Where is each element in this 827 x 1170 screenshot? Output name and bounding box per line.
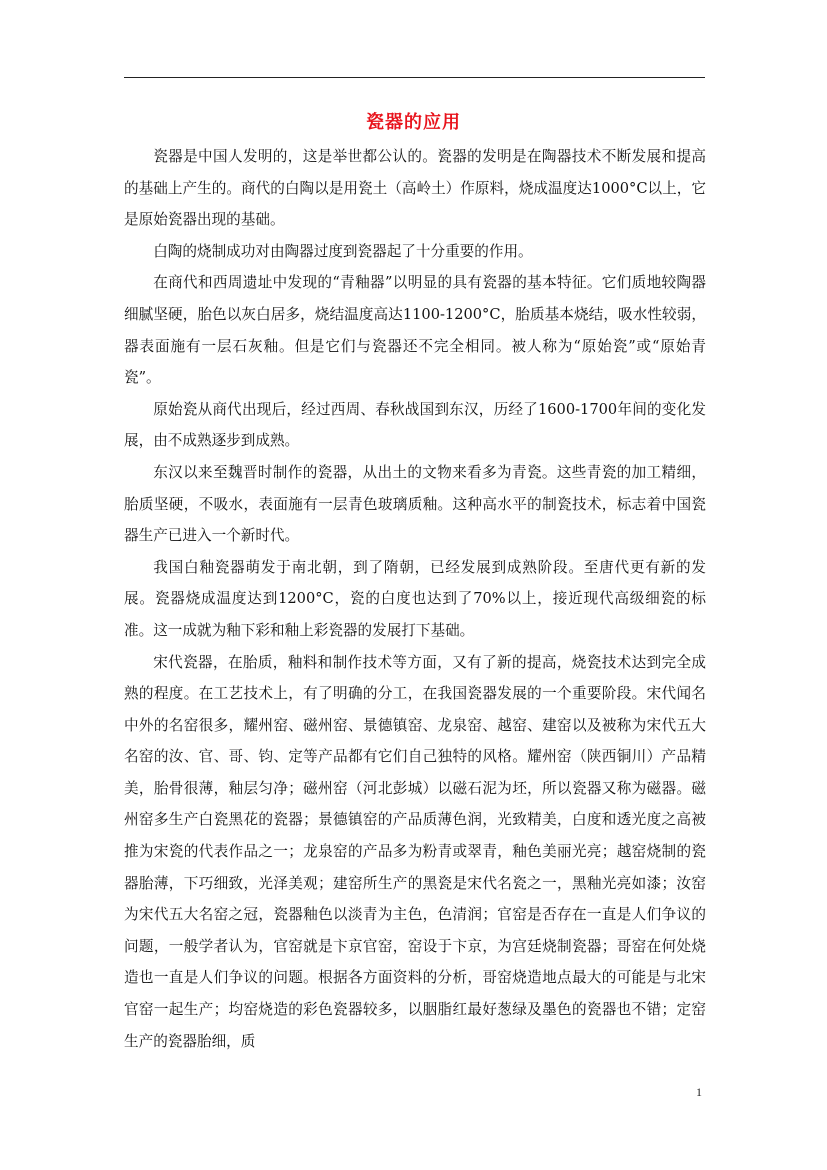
header-rule <box>124 77 705 78</box>
paragraph: 在商代和西周遗址中发现的“青釉器”以明显的具有瓷器的基本特征。它们质地较陶器细腻坚硬，胎色以灰白居多，烧结温度高达1100-1200°C，胎质基本烧结，吸水性较弱，器表面施有一层石灰釉。但是它们与瓷器还不完全相同。被人称为“原始瓷”或“原始青瓷”。 <box>124 274 706 387</box>
paragraph: 白陶的烧制成功对由陶器过度到瓷器起了十分重要的作用。 <box>153 242 533 260</box>
paragraph: 原始瓷从商代出现后，经过西周、春秋战国到东汉，历经了1600-1700年间的变化发展，由不成熟逐步到成熟。 <box>124 400 706 450</box>
document-title: 瓷器的应用 <box>366 112 461 133</box>
document-body <box>124 141 706 1057</box>
page-number: 1 <box>696 1085 702 1099</box>
paragraph: 东汉以来至魏晋时制作的瓷器，从出土的文物来看多为青瓷。这些青瓷的加工精细，胎质坚硬，不吸水，表面施有一层青色玻璃质釉。这种高水平的制瓷技术，标志着中国瓷器生产已进入一个新时代。 <box>124 463 706 545</box>
paragraph: 我国白釉瓷器萌发于南北朝，到了隋朝，已经发展到成熟阶段。至唐代更有新的发展。瓷器烧成温度达到1200°C，瓷的白度也达到了70%以上，接近现代高级细瓷的标准。这一成就为釉下彩和釉上彩瓷器的发展打下基础。 <box>124 558 706 639</box>
paragraph: 瓷器是中国人发明的，这是举世都公认的。瓷器的发明是在陶器技术不断发展和提高的基础上产生的。商代的白陶以是用瓷土（高岭土）作原料，烧成温度达1000°C以上，它是原始瓷器出现的基础。 <box>124 148 706 229</box>
paragraph: 宋代瓷器，在胎质，釉料和制作技术等方面，又有了新的提高，烧瓷技术达到完全成熟的程度。在工艺技术上，有了明确的分工，在我国瓷器发展的一个重要阶段。宋代闻名中外的名窑很多，耀州窑、磁州窑、景德镇窑、龙泉窑、越窑、建窑以及被称为宋代五大名窑的汝、官、哥、钧、定等产品都有它们自己独特的风格。耀州窑（陕西铜川）产品精美，胎骨很薄，釉层匀净；磁州窑（河北彭城）以磁石泥为坯，所以瓷器又称为磁器。磁州窑多生产白瓷黑花的瓷器；景德镇窑的产品质薄色润，光致精美，白度和透光度之高被推为宋瓷的代表作品之一；龙泉窑的产品多为粉青或翠青，釉色美丽光亮；越窑烧制的瓷器胎薄，下巧细致，光泽美观；建窑所生产的黑瓷是宋代名瓷之一，黑釉光亮如漆；汝窑为宋代五大名窑之冠，瓷器釉色以淡青为主色，色清润；官窑是否存在一直是人们争议的问题，一般学者认为，官窑就是卞京官窑，窑设于卞京，为宫廷烧制瓷器；哥窑在何处烧造也一直是人们争议的问题。根据各方面资料的分析，哥窑烧造地点最大的可能是与北宋官窑一起生产；均窑烧造的彩色瓷器较多，以胭脂红最好葱绿及墨色的瓷器也不错；定窑生产的瓷器胎细，质 <box>124 653 706 1050</box>
